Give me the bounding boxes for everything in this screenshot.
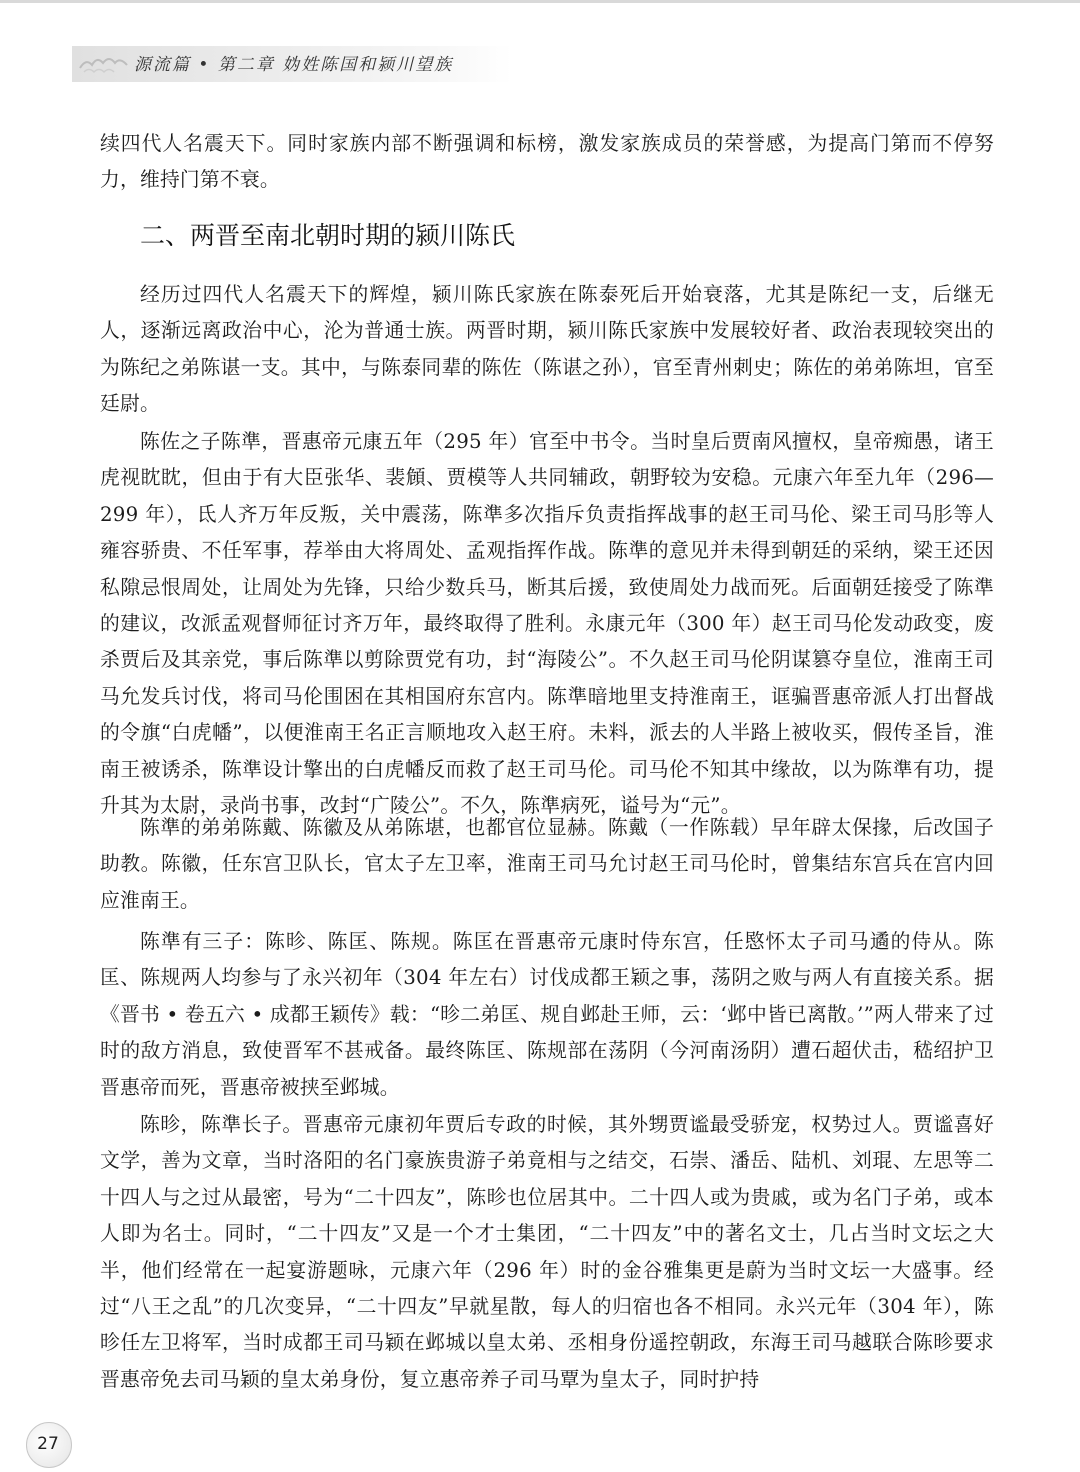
paragraph-decline: 经历过四代人名震天下的辉煌，颍川陈氏家族在陈泰死后开始衰落，尤其是陈纪一支，后继无人，逐渐远离政治中心，沦为普通士族。两晋时期，颍川陈氏家族中发展较好者、政治表现较突出的为陈纪之弟陈谌一支。其中，与陈泰同辈的陈佐（陈谌之孙），官至青州刺史；陈佐的弟弟陈坦，官至廷尉。	[100, 283, 994, 416]
page-number: 27	[37, 1434, 59, 1454]
top-border-rule	[0, 0, 1080, 3]
running-header-title: 源流篇 • 第二章 妫姓陈国和颍川望族	[134, 55, 454, 75]
paragraph-chen-zhun: 陈佐之子陈準，晋惠帝元康五年（295 年）官至中书令。当时皇后贾南风擅权，皇帝痴愚，诸王虎视眈眈，但由于有大臣张华、裴頠、贾模等人共同辅政，朝野较为安稳。元康六年至九年（296—299 年），氐人齐万年反叛，关中震荡，陈準多次指斥负责指挥战事的赵王司马伦、梁王司马肜等人雍容骄贵、不任军事，荐举由大将周处、孟观指挥作战。陈準的意见并未得到朝廷的采纳，梁王还因私隙忌恨周处，让周处为先锋，只给少数兵马，断其后援，致使周处力战而死。后面朝廷接受了陈準的建议，改派孟观督师征讨齐万年，最终取得了胜利。永康元年（300 年）赵王司马伦发动政变，废杀贾后及其亲党，事后陈準以剪除贾党有功，封“海陵公”。不久赵王司马伦阴谋篡夺皇位，淮南王司马允发兵讨伐，将司马伦围困在其相国府东宫内。陈準暗地里支持淮南王，诓骗晋惠帝派人打出督战的令旗“白虎幡”，以便淮南王名正言顺地攻入赵王府。未料，派去的人半路上被收买，假传圣旨，淮南王被诱杀，陈準设计擎出的白虎幡反而救了赵王司马伦。司马伦不知其中缘故，以为陈準有功，提升其为太尉，录尚书事，改封“广陵公”。不久，陈準病死，谥号为“元”。	[100, 430, 994, 818]
paragraph-three-sons: 陈準有三子：陈昣、陈匡、陈规。陈匡在晋惠帝元康时侍东宫，任愍怀太子司马遹的侍从。陈匡、陈规两人均参与了永兴初年（304 年左右）讨伐成都王颖之事，荡阴之败与两人有直接关系。据《晋书 • 卷五六 • 成都王颖传》载：“昣二弟匡、规自邺赴王师，云：‘邺中皆已离散。’”两人带来了过时的敌方消息，致使晋军不甚戒备。最终陈匡、陈规部在荡阴（今河南汤阴）遭石超伏击，嵇绍护卫晋惠帝而死，晋惠帝被挟至邺城。	[100, 930, 994, 1099]
paragraph-brothers: 陈準的弟弟陈戴、陈徽及从弟陈堪，也都官位显赫。陈戴（一作陈载）早年辟太保掾，后改国子助教。陈徽，任东宫卫队长，官太子左卫率，淮南王司马允讨赵王司马伦时，曾集结东宫兵在宫内回应淮南王。	[100, 816, 994, 912]
paragraph-chen-zhen: 陈昣，陈準长子。晋惠帝元康初年贾后专政的时候，其外甥贾谧最受骄宠，权势过人。贾谧喜好文学，善为文章，当时洛阳的名门豪族贵游子弟竟相与之结交，石崇、潘岳、陆机、刘琨、左思等二十四人与之过从最密，号为“二十四友”，陈昣也位居其中。二十四人或为贵戚，或为名门子弟，或本人即为名士。同时，“二十四友”又是一个才士集团，“二十四友”中的著名文士，几占当时文坛之大半，他们经常在一起宴游题咏，元康六年（296 年）时的金谷雅集更是蔚为当时文坛一大盛事。经过“八王之乱”的几次变异，“二十四友”早就星散，每人的归宿也各不相同。永兴元年（304 年），陈昣任左卫将军，当时成都王司马颖在邺城以皇太弟、丞相身份遥控朝政，东海王司马越联合陈昣要求晋惠帝免去司马颖的皇太弟身份，复立惠帝养子司马覃为皇太子，同时护持	[100, 1113, 994, 1391]
continuation-paragraph: 续四代人名震天下。同时家族内部不断强调和标榜，激发家族成员的荣誉感，为提高门第而不停努力，维持门第不衰。	[100, 132, 994, 192]
section-heading: 二、两晋至南北朝时期的颍川陈氏	[140, 221, 516, 250]
cloud-pattern-icon	[78, 53, 130, 75]
